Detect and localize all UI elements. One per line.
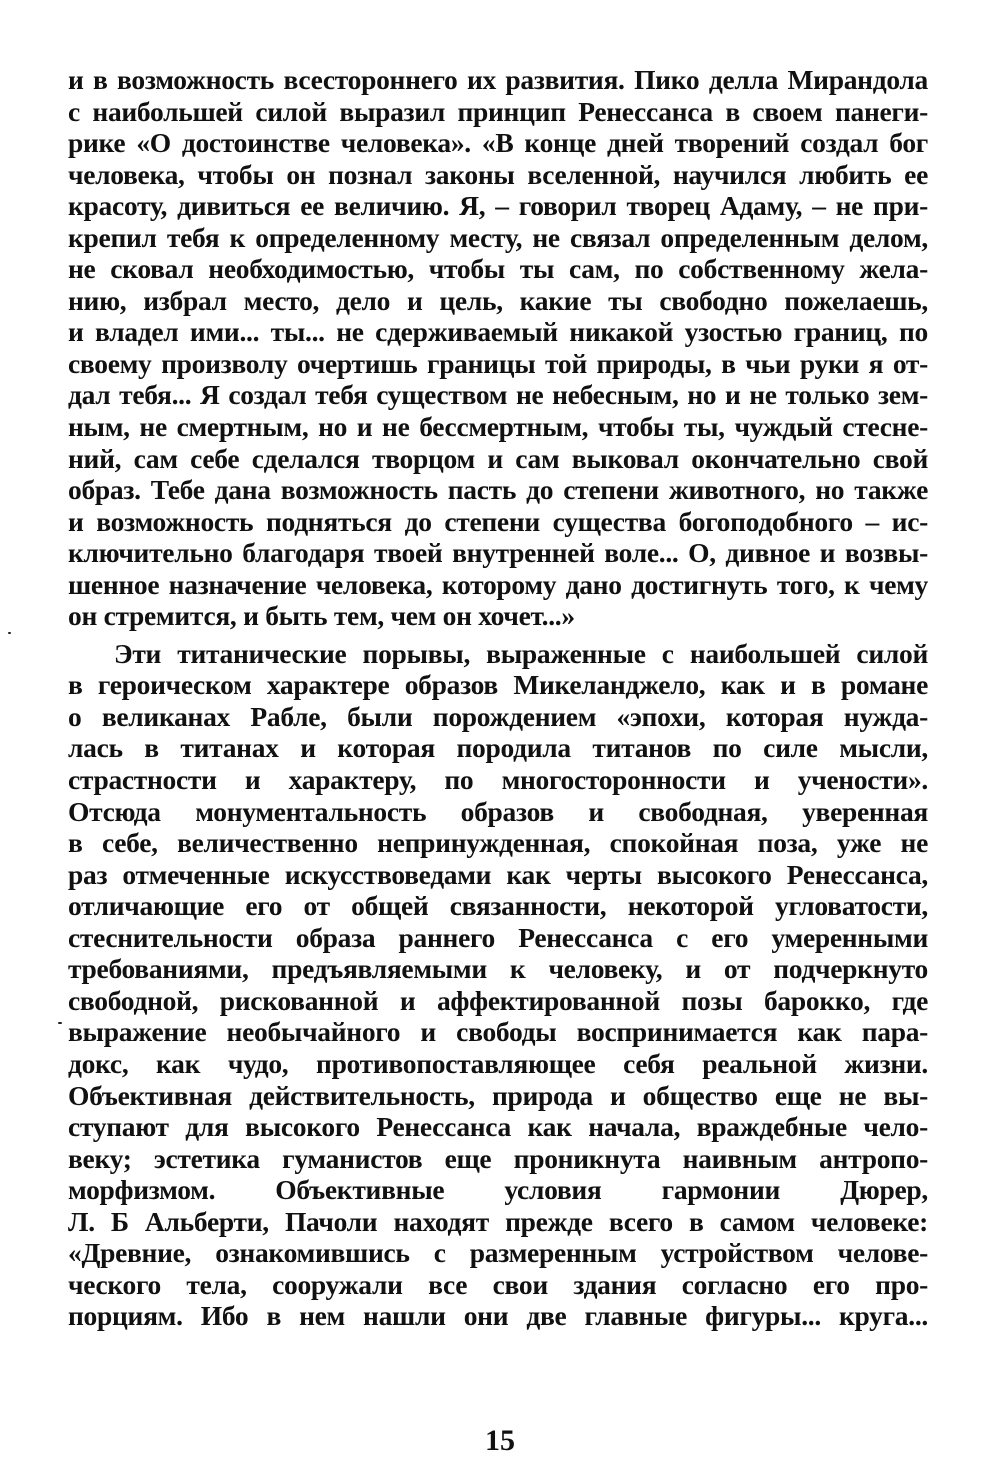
text-line: Объективная действительность, природа и общество еще не вы-	[68, 1079, 928, 1111]
text-line: Отсюда монументальность образов и свободная, уверенная	[68, 795, 928, 827]
text-line: требованиями, предъявляемыми к человеку, и от подчеркнуто	[68, 953, 928, 985]
text-line: лась в титанах и которая породила титанов по силе мысли,	[68, 732, 928, 764]
text-line: образ. Тебе дана возможность пасть до степени животного, но также	[68, 474, 928, 506]
scan-speck	[58, 1022, 62, 1024]
text-line: человека, чтобы он познал законы вселенной, научился любить ее	[68, 158, 928, 190]
page-number: 15	[485, 1424, 515, 1457]
text-line: докс, как чудо, противопоставляющее себя реальной жизни.	[68, 1047, 928, 1079]
text-line: ческого тела, сооружали все свои здания согласно его про-	[68, 1268, 928, 1300]
text-line: порциям. Ибо в нем нашли они две главные фигуры... круга...	[68, 1300, 928, 1332]
text-line: морфизмом. Объективные условия гармонии Дюрер,	[68, 1174, 928, 1206]
text-line: в героическом характере образов Микеланджело, как и в романе	[68, 669, 928, 701]
text-line: ным, не смертным, но и не бессмертным, чтобы ты, чуждый стесне-	[68, 411, 928, 443]
scan-speck	[8, 632, 11, 634]
text-line: рике «О достоинстве человека». «В конце дней творений создал бог	[68, 127, 928, 159]
text-line: и владел ими... ты... не сдерживаемый никакой узостью границ, по	[68, 316, 928, 348]
text-line: ний, сам себе сделался творцом и сам выковал окончательно свой	[68, 442, 928, 474]
text-line: ключительно благодаря твоей внутренней воле... О, дивное и возвы-	[68, 537, 928, 569]
text-line: «Древние, ознакомившись с размеренным устройством челове-	[68, 1237, 928, 1269]
text-line: страстности и характеру, по многосторонности и учености».	[68, 764, 928, 796]
text-line: раз отмеченные искусствоведами как черты высокого Ренессанса,	[68, 858, 928, 890]
text-line: нию, избрал место, дело и цель, какие ты свободно пожелаешь,	[68, 284, 928, 316]
text-line: выражение необычайного и свободы воспринимается как пара-	[68, 1016, 928, 1048]
paragraph-2	[68, 638, 928, 1332]
body-text	[68, 64, 928, 1332]
text-line: и в возможность всестороннего их развития. Пико делла Мирандола	[68, 64, 928, 95]
text-line: ступают для высокого Ренессанса как начала, враждебные чело-	[68, 1111, 928, 1143]
text-line: своему произволу очертишь границы той природы, в чьи руки я от-	[68, 347, 928, 379]
text-line: он стремится, и быть тем, чем он хочет...»	[68, 600, 575, 632]
text-line: Л. Б Альберти, Пачоли находят прежде всего в самом человеке:	[68, 1205, 928, 1237]
text-line: отличающие его от общей связанности, некоторой угловатости,	[68, 890, 928, 922]
text-line: красоту, дивиться ее величию. Я, – говорил творец Адаму, – не при-	[68, 190, 928, 222]
text-line: в себе, величественно непринужденная, спокойная поза, уже не	[68, 827, 928, 859]
text-line: и возможность подняться до степени существа богоподобного – ис-	[68, 505, 928, 537]
text-line: шенное назначение человека, которому дано достигнуть того, к чему	[68, 568, 928, 600]
paragraph-1	[68, 64, 928, 632]
text-line: дал тебя... Я создал тебя существом не небесным, но и не только зем-	[68, 379, 928, 411]
text-line: крепил тебя к определенному месту, не связал определенным делом,	[68, 221, 928, 253]
text-line: свободной, рискованной и аффектированной позы барокко, где	[68, 984, 928, 1016]
text-line: о великанах Рабле, были порождением «эпохи, которая нужда-	[68, 700, 928, 732]
text-line: Эти титанические порывы, выраженные с наибольшей силой	[114, 637, 928, 669]
text-line: с наибольшей силой выразил принцип Ренессанса в своем панеги-	[68, 95, 928, 127]
text-line: не сковал необходимостью, чтобы ты сам, по собственному жела-	[68, 253, 928, 285]
text-line: веку; эстетика гуманистов еще проникнута наивным антропо-	[68, 1142, 928, 1174]
text-line: стеснительности образа раннего Ренессанса с его умеренными	[68, 921, 928, 953]
